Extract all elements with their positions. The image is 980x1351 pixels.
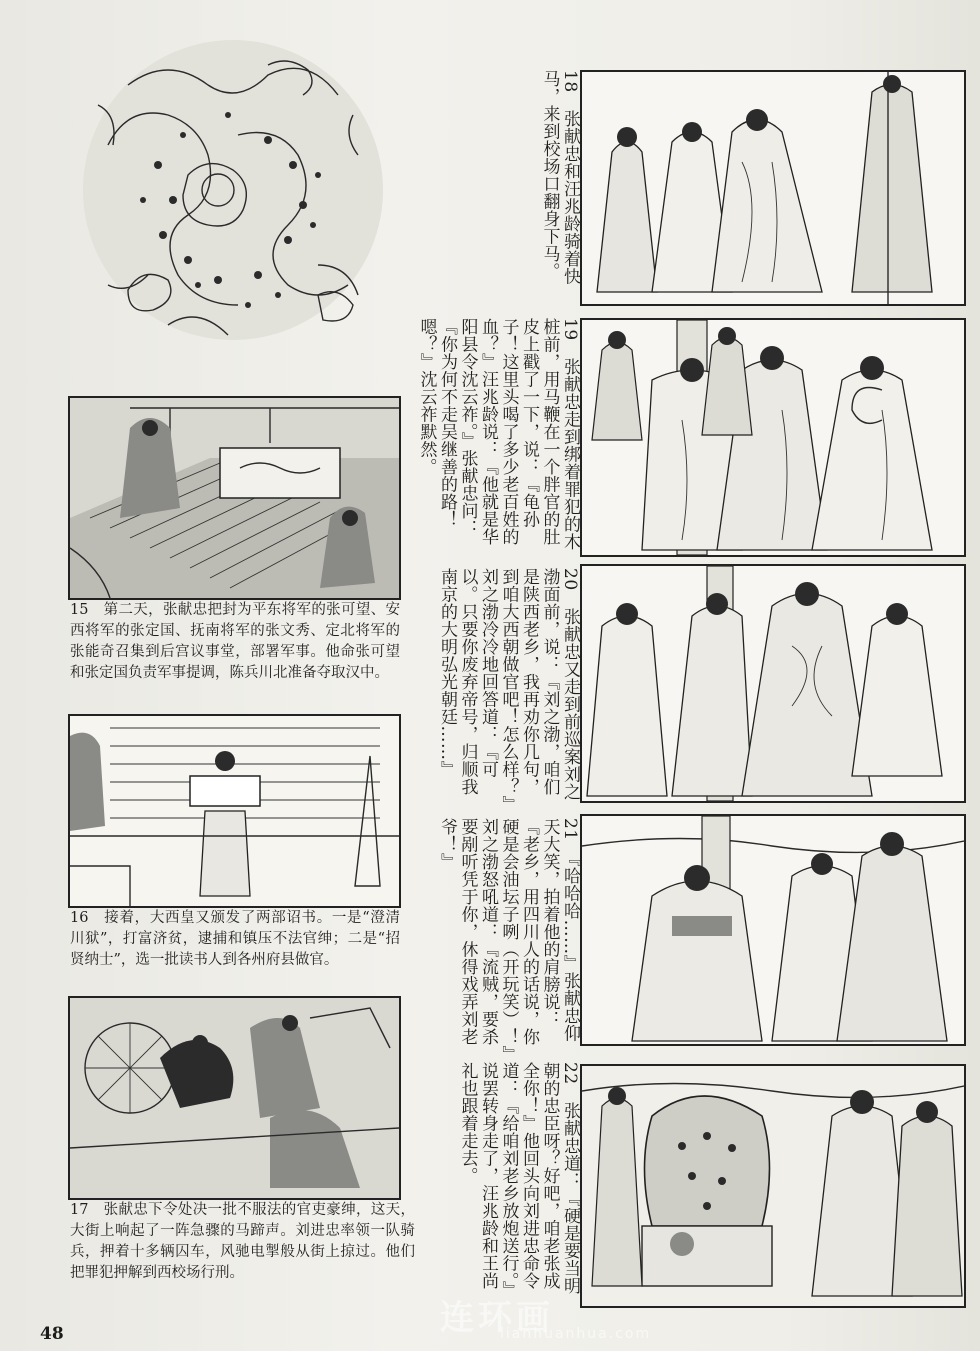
panel-20-caption: 20 张献忠又走到前巡案刘之渤面前，说：『刘之渤，咱们是陕西老乡，我再劝你几句，到咱大西朝做官吧！怎么样？』刘之渤冷冷地回答道：『可以。只要你废弃帝号，归顺我南京的大明弘光朝廷……』 bbox=[437, 568, 580, 805]
panel-22-caption: 22 张献忠道：『硬是要当明朝的忠臣呀？好吧，咱老张成全你！』他回头向刘进忠命令道：『给咱刘老乡放炮送行。』说罢转身走了，汪兆龄和王尚礼也跟着走去。 bbox=[457, 1062, 580, 1299]
panel-17-caption: 17 张献忠下令处决一批不服法的官吏豪绅，这天，大街上响起了一阵急骤的马蹄声。刘进忠率领一队骑兵，押着十多辆囚车，风驰电掣般从街上掠过。他们把罪犯押解到西校场行刑。 bbox=[70, 1202, 415, 1281]
watermark: 连环画 bbox=[440, 1298, 554, 1338]
panel-15-caption: 15 第二天，张献忠把封为平东将军的张可望、安西将军的张定国、抚南将军的张文秀、定北将军的张能奇召集到后宫议事堂，部署军事。他命张可望和张定国负责军事提调，陈兵川北准备夺取汉中。 bbox=[70, 602, 400, 681]
panel-19-illustration bbox=[580, 318, 966, 557]
page-number: 48 bbox=[40, 1324, 64, 1344]
panel-17-illustration bbox=[68, 996, 401, 1200]
panel-16-caption: 16 接着，大西皇又颁发了两部诏书。一是“澄清川狱”，打富济贫，逮捕和镇压不法官绅；二是“招贤纳士”，选一批读书人到各州府县做官。 bbox=[70, 910, 400, 968]
panel-21-illustration bbox=[580, 814, 966, 1046]
watermark-url: lianhuanhua.com bbox=[500, 1326, 652, 1342]
panel-15-illustration bbox=[68, 396, 401, 600]
panel-20-illustration bbox=[580, 564, 966, 803]
panel-19-caption: 19 张献忠走到绑着罪犯的木桩前，用马鞭在一个胖官的肚皮上戳了一下，说：『龟孙子！这里头喝了多少老百姓的血？』汪兆龄说：『他就是华阳县令沈云祚。』张献忠问：『你为何不走吴继善的路！嗯？』沈云祚默然。 bbox=[416, 318, 580, 551]
panel-18-caption: 18 张献忠和汪兆龄骑着快马，来到校场口翻身下马。 bbox=[539, 70, 580, 286]
panel-22-illustration bbox=[580, 1064, 966, 1308]
dragon-emblem-illustration bbox=[68, 25, 398, 355]
panel-21-caption: 21 『哈哈哈……』张献忠仰天大笑，拍着他的肩膀说：『老乡，用四川人的话说，你硬是会油坛子咧（开玩笑）！』刘之渤怒吼道：『流贼，要杀要剐听凭于你，休得戏弄刘老爷！』 bbox=[437, 818, 580, 1055]
panel-18-illustration bbox=[580, 70, 966, 306]
panel-16-illustration bbox=[68, 714, 401, 908]
